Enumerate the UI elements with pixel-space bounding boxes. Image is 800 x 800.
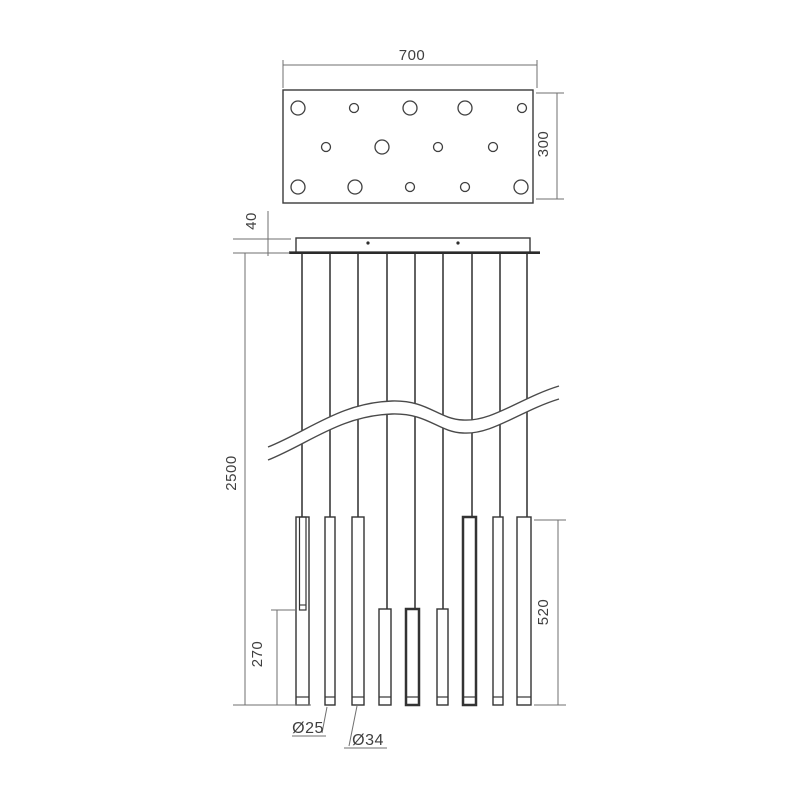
pendant-tube (463, 517, 476, 705)
dimension-40 (233, 211, 291, 256)
diameter-25-label: Ø25 (292, 720, 324, 737)
dimension-700 (283, 47, 537, 88)
break-line (268, 386, 559, 460)
diameter-25-callout (292, 707, 327, 737)
diameter-34-callout (344, 706, 387, 749)
mounting-hole (403, 101, 417, 115)
mounting-hole (322, 143, 331, 152)
dimension-300 (535, 93, 564, 199)
mounting-hole (375, 140, 389, 154)
mounting-hole (458, 101, 472, 115)
dimension-520-label: 520 (535, 598, 552, 626)
dimension-520 (534, 520, 566, 705)
pendant-tubes (296, 517, 531, 705)
pendant-tube (325, 517, 335, 705)
mounting-hole (461, 183, 470, 192)
dimension-40-label: 40 (243, 212, 260, 230)
pendant-tube (517, 517, 531, 705)
mounting-hole (350, 104, 359, 113)
mounting-hole (518, 104, 527, 113)
screw-dot (456, 241, 459, 244)
pendant-tube (352, 517, 364, 705)
pendant-tube (493, 517, 503, 705)
dimension-300-label: 300 (535, 130, 552, 158)
dimension-2500 (223, 253, 290, 705)
canopy-bar (296, 238, 530, 253)
front-view (223, 211, 566, 749)
pendant-tube (296, 517, 309, 705)
pendant-tube (379, 609, 391, 705)
pendant-tube (406, 609, 419, 705)
dimension-2500-label: 2500 (223, 455, 240, 491)
dimension-270 (249, 610, 297, 705)
mounting-hole (291, 180, 305, 194)
top-view (283, 47, 564, 203)
mounting-hole (434, 143, 443, 152)
dimension-270-label: 270 (249, 640, 266, 668)
mounting-hole (291, 101, 305, 115)
diameter-34-label: Ø34 (352, 732, 384, 749)
mounting-hole (348, 180, 362, 194)
dimension-700-label: 700 (398, 47, 426, 64)
screw-dot (366, 241, 369, 244)
mounting-hole (406, 183, 415, 192)
mounting-holes (291, 101, 528, 194)
mounting-hole (514, 180, 528, 194)
pendant-tube (437, 609, 448, 705)
mounting-hole (489, 143, 498, 152)
